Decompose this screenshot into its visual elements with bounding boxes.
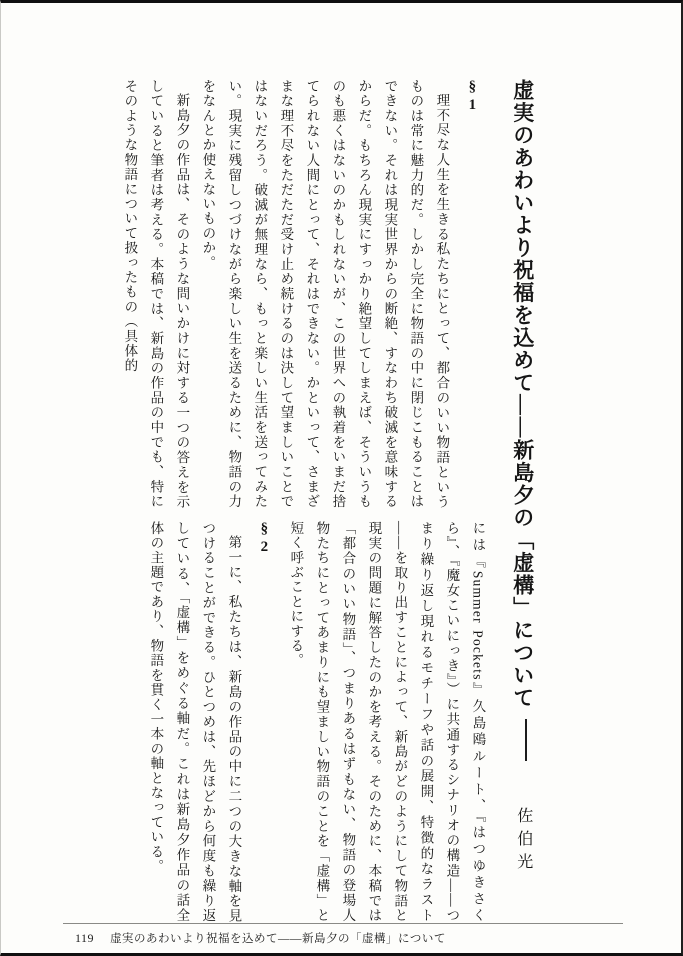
page-number: 119 bbox=[75, 931, 95, 945]
body-area bbox=[61, 79, 490, 923]
page-title: 虚実のあわいより祝福を込めて——新島夕の「虚構」について bbox=[510, 79, 535, 709]
section-1-paragraph-1: 理不尽な人生を生きる私たちにとって、都合のいい物語というものは常に魅力的だ。しかし完全に物語の中に閉じこもることはできない。それは現実世界からの断絶、すなわち破滅を意味するからだ。もちろん現実にすっかり絶望してしまえば、そういうものも悪くはないのかもしれないが、この世界への執着をいまだ捨てられない人間にとって、それはできない。かといって、さまざまな理不尽をただただ受け止め続けるのは決して望ましいことではないだろう。破滅が無理なら、もっと楽しい生活を送ってみたい。現実に残留しつづけながら楽しい生を送るために、物語の力をなんとか使えないものか。 bbox=[200, 79, 450, 509]
section-2-paragraph-1: 第一に、私たちは、新島の作品の中に二つの大きな軸を見つけることができる。ひとつめは、先ほどから何度も繰り返している、「虚構」をめぐる軸だ。これは新島夕作品の話全体の主題であり、物語を貫く一本の軸となっている。 bbox=[148, 521, 242, 923]
section-1-paragraph-2-continued: には『Summer Pockets』久島鴎ルート、『はつゆきさくら』、『魔女こいにっき』）に共通するシナリオの構造——つまり繰り返し現れるモチーフや話の展開、特徴的なラスト——を取り出すことによって、新島がどのようにして物語と現実の問題に解答したのかを考える。そのために、本稿では「都合のいい物語」、つまりあるはずもない、物語の登場人物たちにとってあまりにも望ましい物語のことを「虚構」と短く呼ぶことにする。 bbox=[288, 521, 486, 923]
section-1-bottom-and-section-2 bbox=[61, 521, 490, 923]
section-1-paragraph-2: 新島夕の作品は、そのような問いかけに対する一つの答えを示していると筆者は考える。本稿では、新島の作品の中でも、特にそのような物語について扱ったもの（具体的 bbox=[122, 79, 190, 509]
title-line bbox=[508, 79, 538, 923]
author-name: 佐伯光 bbox=[514, 807, 532, 876]
section-2-heading: §2 bbox=[256, 521, 273, 557]
section-1-heading: §1 bbox=[464, 79, 481, 115]
running-title: 虚実のあわいより祝福を込めて——新島夕の「虚構」について bbox=[110, 933, 446, 945]
section-1-top bbox=[61, 79, 490, 509]
title-column bbox=[490, 79, 555, 923]
page-footer bbox=[63, 923, 623, 946]
page-content bbox=[61, 79, 555, 923]
title-trailing-rule bbox=[525, 719, 527, 761]
